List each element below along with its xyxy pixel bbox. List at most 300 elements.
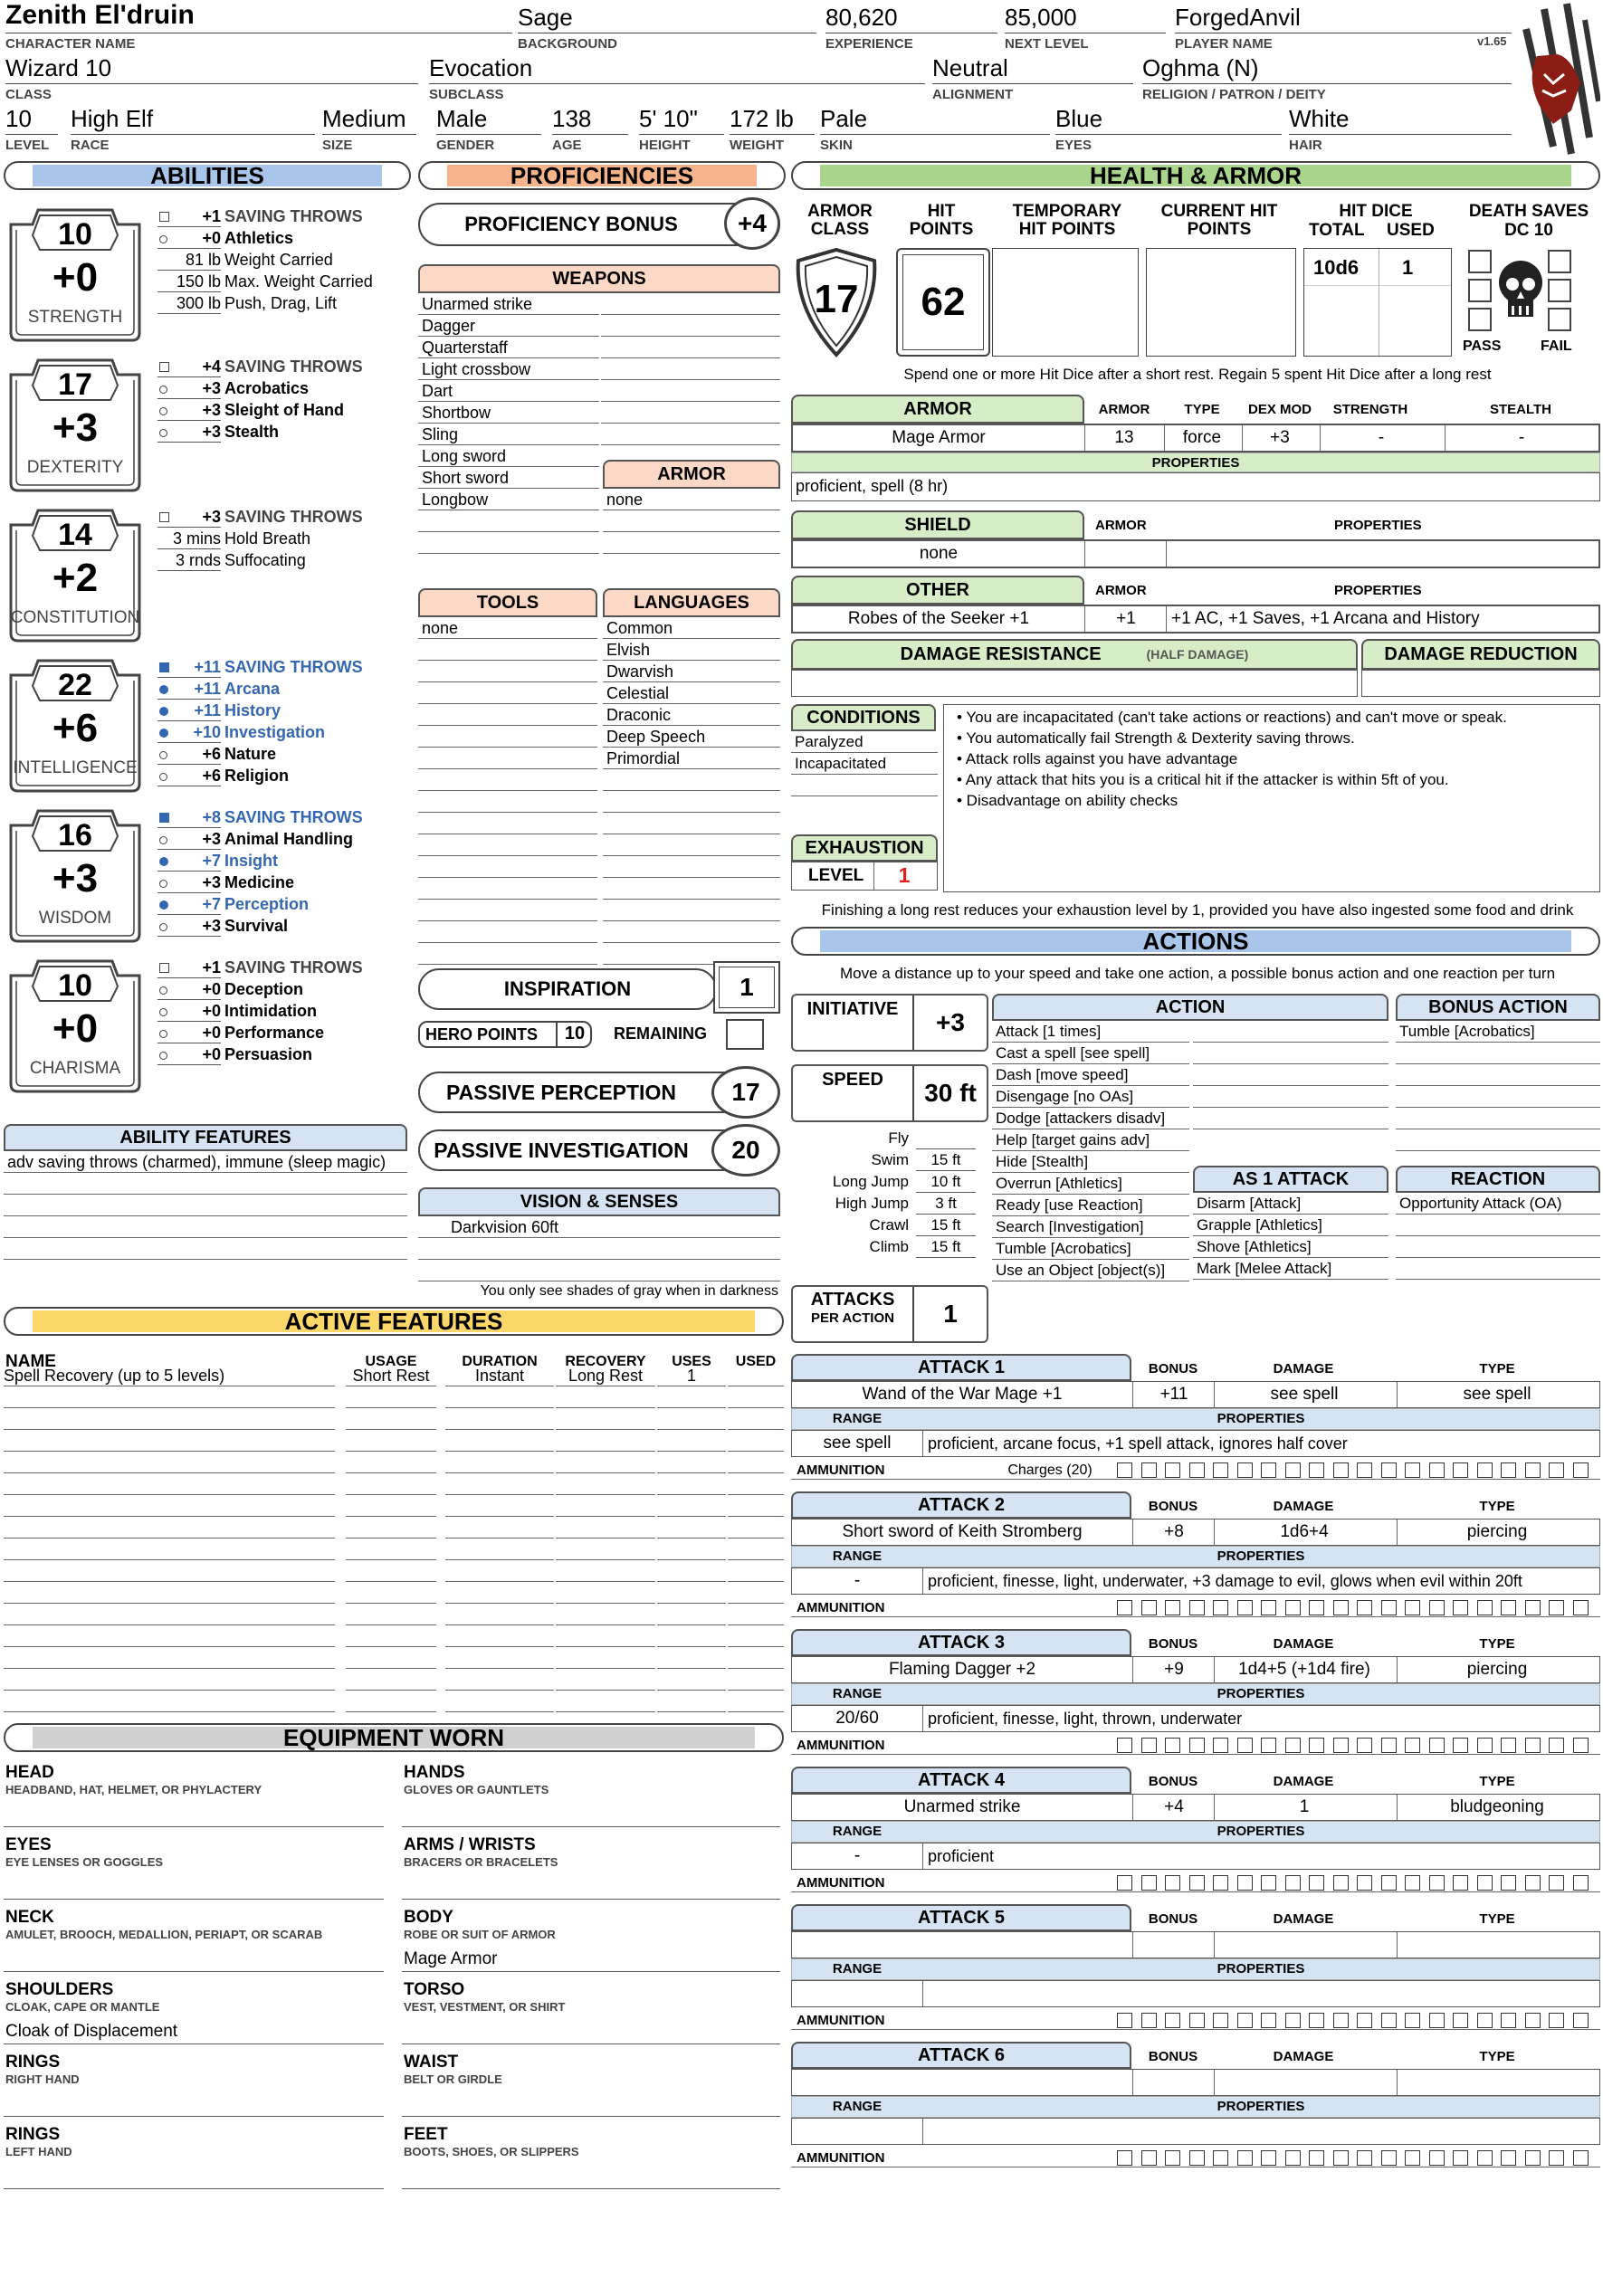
ammo-checkbox[interactable] [1525, 1875, 1541, 1891]
active-feature-row[interactable] [4, 1365, 784, 1386]
ammo-checkbox[interactable] [1261, 2150, 1276, 2166]
ammo-checkbox[interactable] [1405, 1462, 1420, 1478]
ammo-checkbox[interactable] [1381, 1875, 1397, 1891]
equipment-slot-neck[interactable] [4, 1906, 384, 1978]
ability-line-label[interactable]: Deception [224, 980, 304, 998]
ammo-checkbox[interactable] [1117, 1462, 1132, 1478]
armor-properties[interactable]: proficient, spell (8 hr) [791, 472, 1600, 501]
ability-line-label[interactable]: SAVING THROWS [224, 958, 363, 977]
ammo-checkbox[interactable] [1573, 1738, 1589, 1753]
equipment-slot-hands[interactable] [402, 1761, 784, 1834]
weapon-item[interactable]: Sling [418, 424, 599, 445]
ability-score[interactable]: 10 [58, 217, 92, 252]
tool-empty[interactable] [418, 748, 597, 769]
as1-attack-item[interactable]: Mark [Melee Attack] [1193, 1258, 1388, 1280]
ammo-checkbox[interactable] [1213, 1738, 1228, 1753]
tool-empty[interactable] [418, 639, 597, 661]
bonus-action-item-empty[interactable] [1396, 1129, 1600, 1151]
weapon-item[interactable]: Light crossbow [418, 358, 599, 380]
active-feature-row[interactable] [4, 1691, 784, 1712]
ammo-checkbox[interactable] [1333, 2013, 1349, 2028]
ammo-checkbox[interactable] [1381, 1738, 1397, 1753]
ammo-checkbox[interactable] [1141, 2150, 1157, 2166]
ammo-checkbox[interactable] [1285, 1462, 1301, 1478]
ammo-checkbox[interactable] [1213, 2013, 1228, 2028]
ammo-checkbox[interactable] [1501, 2013, 1516, 2028]
action-item[interactable]: Dash [move speed] [992, 1064, 1189, 1086]
action-item[interactable]: Disengage [no OAs] [992, 1086, 1189, 1108]
ammo-checkbox[interactable] [1429, 1462, 1445, 1478]
ammo-checkbox[interactable] [1381, 2013, 1397, 2028]
ammo-checkbox[interactable] [1453, 1738, 1468, 1753]
ammo-checkbox[interactable] [1261, 1600, 1276, 1615]
alignment-value[interactable]: Neutral [932, 54, 1008, 81]
ammo-checkbox[interactable] [1117, 2150, 1132, 2166]
attack-row[interactable] [791, 1381, 1600, 1408]
action-item[interactable]: Overrun [Athletics] [992, 1173, 1189, 1195]
ability-line-label[interactable]: Religion [224, 767, 289, 785]
ammo-checkbox[interactable] [1189, 2150, 1205, 2166]
ammo-checkbox[interactable] [1549, 1462, 1564, 1478]
tool-item[interactable]: none [418, 617, 597, 639]
ammo-checkbox[interactable] [1213, 1600, 1228, 1615]
ability-line-label[interactable]: Animal Handling [224, 830, 354, 848]
ammo-checkbox[interactable] [1261, 1875, 1276, 1891]
language-item[interactable]: Celestial [603, 682, 780, 704]
subclass-value[interactable]: Evocation [429, 54, 533, 81]
size-value[interactable]: Medium [322, 105, 406, 132]
gender-value[interactable]: Male [436, 105, 488, 132]
active-feature-row[interactable] [4, 1669, 784, 1691]
attack-row[interactable] [791, 1794, 1600, 1821]
ammo-checkbox[interactable] [1333, 1738, 1349, 1753]
ammo-checkbox[interactable] [1117, 1600, 1132, 1615]
active-feature-row[interactable] [4, 1430, 784, 1452]
damage-resistance-box[interactable] [791, 670, 1358, 697]
attack-props-row[interactable] [791, 1980, 1600, 2007]
active-feature-row[interactable] [4, 1452, 784, 1473]
ability-score[interactable]: 22 [58, 668, 92, 702]
equipment-slot-shoulders[interactable] [4, 1978, 384, 2051]
equipment-slot-rings[interactable] [4, 2051, 384, 2123]
age-value[interactable]: 138 [552, 105, 592, 132]
active-feature-row[interactable] [4, 1408, 784, 1430]
ammo-checkbox[interactable] [1285, 2150, 1301, 2166]
language-empty[interactable] [603, 813, 780, 834]
reaction-item[interactable]: Opportunity Attack (OA) [1396, 1193, 1600, 1215]
ammo-checkbox[interactable] [1237, 1462, 1253, 1478]
language-empty[interactable] [603, 791, 780, 813]
ammo-checkbox[interactable] [1189, 1600, 1205, 1615]
death-fail-3[interactable] [1548, 308, 1571, 331]
ammo-checkbox[interactable] [1549, 2013, 1564, 2028]
movement-value[interactable]: 15 ft [916, 1236, 976, 1258]
ammo-checkbox[interactable] [1213, 1875, 1228, 1891]
language-empty[interactable] [603, 856, 780, 878]
ammo-checkbox[interactable] [1333, 1600, 1349, 1615]
skin-value[interactable]: Pale [820, 105, 868, 132]
tool-empty[interactable] [418, 900, 597, 921]
active-feature-row[interactable] [4, 1539, 784, 1560]
as1-attack-item[interactable]: Disarm [Attack] [1193, 1193, 1388, 1215]
active-feature-row[interactable] [4, 1517, 784, 1539]
bonus-action-item-empty[interactable] [1396, 1086, 1600, 1108]
attack-props-row[interactable] [791, 1567, 1600, 1595]
attack-row[interactable] [791, 1519, 1600, 1546]
ability-score[interactable]: 17 [58, 367, 92, 402]
tool-empty[interactable] [418, 921, 597, 943]
ammo-checkbox[interactable] [1309, 2150, 1324, 2166]
tool-empty[interactable] [418, 878, 597, 900]
ammo-checkbox[interactable] [1477, 1462, 1493, 1478]
attack-row[interactable] [791, 2069, 1600, 2096]
ammo-checkbox[interactable] [1381, 2150, 1397, 2166]
background-value[interactable]: Sage [518, 4, 573, 31]
height-value[interactable]: 5' 10" [639, 105, 698, 132]
ammo-checkbox[interactable] [1261, 1462, 1276, 1478]
ammo-checkbox[interactable] [1189, 1875, 1205, 1891]
tool-empty[interactable] [418, 834, 597, 856]
action-item[interactable]: Attack [1 times] [992, 1021, 1189, 1043]
equipment-slot-feet[interactable] [402, 2123, 784, 2196]
ability-line-label[interactable]: Investigation [224, 723, 326, 741]
equipment-slot-eyes[interactable] [4, 1834, 384, 1906]
attack-props-row[interactable] [791, 1705, 1600, 1732]
shield-row[interactable] [791, 539, 1600, 568]
character-name[interactable]: Zenith El'druin [5, 0, 195, 30]
equipment-slot-body[interactable] [402, 1906, 784, 1978]
ammo-checkbox[interactable] [1189, 1462, 1205, 1478]
tool-empty[interactable] [418, 661, 597, 682]
ability-line-label[interactable]: Nature [224, 745, 277, 763]
armor-prof-value[interactable]: none [603, 489, 780, 510]
ammo-checkbox[interactable] [1429, 1738, 1445, 1753]
ability-line-label[interactable]: Persuasion [224, 1045, 313, 1063]
ammo-checkbox[interactable] [1429, 1600, 1445, 1615]
language-empty[interactable] [603, 769, 780, 791]
equipment-slot-head[interactable] [4, 1761, 384, 1834]
weight-value[interactable]: 172 lb [730, 105, 794, 132]
race-value[interactable]: High Elf [71, 105, 154, 132]
ammo-checkbox[interactable] [1405, 1875, 1420, 1891]
ability-line-label[interactable]: SAVING THROWS [224, 207, 363, 225]
action-item[interactable]: Dodge [attackers disadv] [992, 1108, 1189, 1129]
inspiration-value[interactable]: 1 [713, 961, 780, 1014]
ammo-checkbox[interactable] [1357, 2013, 1372, 2028]
ammo-checkbox[interactable] [1117, 1738, 1132, 1753]
class-value[interactable]: Wizard 10 [5, 54, 112, 81]
bonus-action-item-empty[interactable] [1396, 1064, 1600, 1086]
death-pass-2[interactable] [1468, 279, 1492, 302]
remaining-box[interactable] [726, 1019, 764, 1050]
ammo-checkbox[interactable] [1333, 2150, 1349, 2166]
ammo-checkbox[interactable] [1333, 1875, 1349, 1891]
death-pass-3[interactable] [1468, 308, 1492, 331]
ammo-checkbox[interactable] [1477, 1600, 1493, 1615]
ammo-checkbox[interactable] [1357, 1600, 1372, 1615]
attack-props-row[interactable] [791, 2118, 1600, 2145]
experience-value[interactable]: 80,620 [825, 4, 898, 31]
ammo-checkbox[interactable] [1573, 2013, 1589, 2028]
ammo-checkbox[interactable] [1309, 1462, 1324, 1478]
ammo-checkbox[interactable] [1477, 1875, 1493, 1891]
ammo-checkbox[interactable] [1165, 1462, 1180, 1478]
ammo-checkbox[interactable] [1309, 1738, 1324, 1753]
movement-value[interactable]: 15 ft [916, 1215, 976, 1236]
weapon-item[interactable]: Quarterstaff [418, 337, 599, 358]
ammo-checkbox[interactable] [1477, 1738, 1493, 1753]
hero-points-value[interactable]: 10 [556, 1021, 592, 1048]
weapon-item[interactable]: Short sword [418, 467, 599, 489]
hair-value[interactable]: White [1289, 105, 1350, 132]
ammo-checkbox[interactable] [1453, 1875, 1468, 1891]
reaction-item-empty[interactable] [1396, 1236, 1600, 1258]
active-feature-row[interactable] [4, 1473, 784, 1495]
ammo-checkbox[interactable] [1429, 1875, 1445, 1891]
ability-line-label[interactable]: Arcana [224, 680, 281, 698]
tool-empty[interactable] [418, 704, 597, 726]
action-item[interactable]: Search [Investigation] [992, 1216, 1189, 1238]
damage-reduction-box[interactable] [1361, 670, 1600, 697]
ammo-checkbox[interactable] [1573, 1462, 1589, 1478]
ammo-checkbox[interactable] [1141, 1738, 1157, 1753]
condition-empty[interactable] [791, 775, 938, 796]
action-item[interactable]: Cast a spell [see spell] [992, 1043, 1189, 1064]
tool-empty[interactable] [418, 791, 597, 813]
religion-value[interactable]: Oghma (N) [1142, 54, 1259, 81]
action-item[interactable]: Ready [use Reaction] [992, 1195, 1189, 1216]
attack-row[interactable] [791, 1931, 1600, 1958]
attack-props-row[interactable] [791, 1843, 1600, 1870]
current-hp-box[interactable] [1146, 248, 1296, 357]
ammo-checkbox[interactable] [1261, 1738, 1276, 1753]
action-item[interactable]: Hide [Stealth] [992, 1151, 1189, 1173]
ammo-checkbox[interactable] [1525, 1600, 1541, 1615]
ammo-checkbox[interactable] [1501, 2150, 1516, 2166]
ammo-checkbox[interactable] [1405, 2150, 1420, 2166]
death-fail-1[interactable] [1548, 250, 1571, 273]
weapon-item[interactable]: Shortbow [418, 402, 599, 424]
ammo-checkbox[interactable] [1165, 2150, 1180, 2166]
player-name-value[interactable]: ForgedAnvil [1175, 4, 1301, 31]
ability-line-label[interactable]: Athletics [224, 229, 294, 247]
ammo-checkbox[interactable] [1381, 1600, 1397, 1615]
ammo-checkbox[interactable] [1285, 1875, 1301, 1891]
level-value[interactable]: 10 [5, 105, 32, 132]
weapon-item[interactable]: Dart [418, 380, 599, 402]
movement-value[interactable] [916, 1128, 976, 1149]
ammo-checkbox[interactable] [1573, 1875, 1589, 1891]
ability-line-label[interactable]: SAVING THROWS [224, 658, 363, 676]
ability-score[interactable]: 14 [58, 518, 92, 552]
active-feature-row[interactable] [4, 1495, 784, 1517]
ammo-checkbox[interactable] [1189, 1738, 1205, 1753]
ammo-checkbox[interactable] [1405, 1738, 1420, 1753]
condition-item[interactable]: Incapacitated [791, 753, 938, 775]
death-fail-2[interactable] [1548, 279, 1571, 302]
action-item[interactable]: Help [target gains adv] [992, 1129, 1189, 1151]
bonus-action-item-empty[interactable] [1396, 1043, 1600, 1064]
as1-attack-item[interactable]: Grapple [Athletics] [1193, 1215, 1388, 1236]
ability-line-label[interactable]: Intimidation [224, 1002, 317, 1020]
ammo-checkbox[interactable] [1357, 1875, 1372, 1891]
language-item[interactable]: Common [603, 617, 780, 639]
ammo-checkbox[interactable] [1117, 2013, 1132, 2028]
language-empty[interactable] [603, 900, 780, 921]
ammo-checkbox[interactable] [1213, 1462, 1228, 1478]
ammo-checkbox[interactable] [1165, 1875, 1180, 1891]
speed-value[interactable]: 30 ft [924, 1079, 977, 1107]
language-empty[interactable] [603, 921, 780, 943]
movement-value[interactable]: 3 ft [916, 1193, 976, 1215]
attack-row[interactable] [791, 1656, 1600, 1683]
weapon-item[interactable]: Long sword [418, 445, 599, 467]
other-row[interactable] [791, 605, 1600, 634]
ammo-checkbox[interactable] [1165, 1600, 1180, 1615]
ammo-checkbox[interactable] [1381, 1462, 1397, 1478]
ammo-checkbox[interactable] [1141, 1600, 1157, 1615]
vision-value[interactable]: Darkvision 60ft [418, 1216, 780, 1238]
ability-line-label[interactable]: Stealth [224, 423, 280, 441]
weapon-item[interactable]: Longbow [418, 489, 599, 510]
active-feature-row[interactable] [4, 1560, 784, 1582]
ammo-checkbox[interactable] [1213, 2150, 1228, 2166]
ammo-checkbox[interactable] [1477, 2013, 1493, 2028]
tool-empty[interactable] [418, 813, 597, 834]
ability-line-label[interactable]: SAVING THROWS [224, 808, 363, 826]
ability-line-label[interactable]: Performance [224, 1024, 325, 1042]
condition-item[interactable]: Paralyzed [791, 731, 938, 753]
ability-line-label[interactable]: Sleight of Hand [224, 401, 344, 419]
as1-attack-item[interactable]: Shove [Athletics] [1193, 1236, 1388, 1258]
equipment-slot-waist[interactable] [402, 2051, 784, 2123]
language-item[interactable]: Dwarvish [603, 661, 780, 682]
ammo-checkbox[interactable] [1477, 2150, 1493, 2166]
ammo-checkbox[interactable] [1549, 1738, 1564, 1753]
ammo-checkbox[interactable] [1165, 2013, 1180, 2028]
equipment-slot-arms-wrists[interactable] [402, 1834, 784, 1906]
active-feature-row[interactable] [4, 1582, 784, 1604]
ammo-checkbox[interactable] [1141, 1462, 1157, 1478]
action-item[interactable]: Use an Object [object(s)] [992, 1260, 1189, 1281]
ammo-checkbox[interactable] [1357, 1462, 1372, 1478]
movement-value[interactable]: 15 ft [916, 1149, 976, 1171]
ability-line-label[interactable]: History [224, 701, 281, 719]
ability-line-label[interactable]: SAVING THROWS [224, 357, 363, 376]
ammo-checkbox[interactable] [1429, 2013, 1445, 2028]
hit-dice-total[interactable]: 10d6 [1313, 256, 1360, 279]
ammo-checkbox[interactable] [1309, 1875, 1324, 1891]
initiative-value[interactable]: +3 [936, 1008, 965, 1036]
tool-empty[interactable] [418, 943, 597, 965]
equipment-slot-rings[interactable] [4, 2123, 384, 2196]
language-empty[interactable] [603, 834, 780, 856]
ability-line-label[interactable]: SAVING THROWS [224, 508, 363, 526]
exhaustion-row[interactable] [791, 862, 938, 891]
ability-score[interactable]: 10 [58, 968, 92, 1003]
ammo-checkbox[interactable] [1165, 1738, 1180, 1753]
ammo-checkbox[interactable] [1453, 1600, 1468, 1615]
tool-empty[interactable] [418, 726, 597, 748]
equipment-slot-torso[interactable] [402, 1978, 784, 2051]
death-pass-1[interactable] [1468, 250, 1492, 273]
weapon-item[interactable]: Unarmed strike [418, 293, 599, 315]
ammo-checkbox[interactable] [1141, 2013, 1157, 2028]
ability-line-label[interactable]: Survival [224, 917, 289, 935]
ammo-checkbox[interactable] [1189, 2013, 1205, 2028]
language-item[interactable]: Deep Speech [603, 726, 780, 748]
ammo-checkbox[interactable] [1549, 1875, 1564, 1891]
ammo-checkbox[interactable] [1141, 1875, 1157, 1891]
ammo-checkbox[interactable] [1573, 2150, 1589, 2166]
ammo-checkbox[interactable] [1453, 2150, 1468, 2166]
ability-line-label[interactable]: Acrobatics [224, 379, 310, 397]
ability-line-label[interactable]: Medicine [224, 873, 295, 891]
ammo-checkbox[interactable] [1357, 2150, 1372, 2166]
tool-empty[interactable] [418, 769, 597, 791]
ammo-checkbox[interactable] [1453, 1462, 1468, 1478]
ammo-checkbox[interactable] [1309, 2013, 1324, 2028]
ability-line-label[interactable]: Perception [224, 895, 310, 913]
ammo-checkbox[interactable] [1453, 2013, 1468, 2028]
language-item[interactable]: Elvish [603, 639, 780, 661]
hit-dice-used[interactable]: 1 [1402, 256, 1414, 279]
ability-feature-row[interactable]: adv saving throws (charmed), immune (sleep magic) [4, 1151, 407, 1173]
ammo-checkbox[interactable] [1525, 1738, 1541, 1753]
action-item[interactable]: Tumble [Acrobatics] [992, 1238, 1189, 1260]
active-feature-row[interactable] [4, 1604, 784, 1625]
ammo-checkbox[interactable] [1501, 1462, 1516, 1478]
eyes-value[interactable]: Blue [1055, 105, 1103, 132]
temp-hp-box[interactable] [992, 248, 1139, 357]
active-feature-row[interactable] [4, 1386, 784, 1408]
ammo-checkbox[interactable] [1501, 1738, 1516, 1753]
bonus-action-item[interactable]: Tumble [Acrobatics] [1396, 1021, 1600, 1043]
active-feature-row[interactable] [4, 1625, 784, 1647]
ammo-checkbox[interactable] [1237, 2013, 1253, 2028]
ammo-checkbox[interactable] [1237, 2150, 1253, 2166]
attack-props-row[interactable] [791, 1430, 1600, 1457]
ammo-checkbox[interactable] [1405, 2013, 1420, 2028]
ability-score[interactable]: 16 [58, 818, 92, 853]
bonus-action-item-empty[interactable] [1396, 1108, 1600, 1129]
active-feature-row[interactable] [4, 1647, 784, 1669]
ammo-checkbox[interactable] [1237, 1738, 1253, 1753]
ammo-checkbox[interactable] [1357, 1738, 1372, 1753]
ammo-checkbox[interactable] [1237, 1600, 1253, 1615]
ammo-checkbox[interactable] [1525, 2150, 1541, 2166]
armor-row[interactable] [791, 424, 1600, 453]
ammo-checkbox[interactable] [1309, 1600, 1324, 1615]
tool-empty[interactable] [418, 856, 597, 878]
ammo-checkbox[interactable] [1285, 2013, 1301, 2028]
ammo-checkbox[interactable] [1549, 2150, 1564, 2166]
ammo-checkbox[interactable] [1501, 1875, 1516, 1891]
language-item[interactable]: Primordial [603, 748, 780, 769]
ammo-checkbox[interactable] [1237, 1875, 1253, 1891]
ammo-checkbox[interactable] [1117, 1875, 1132, 1891]
ammo-checkbox[interactable] [1525, 1462, 1541, 1478]
ammo-checkbox[interactable] [1501, 1600, 1516, 1615]
ability-line-label[interactable]: Insight [224, 852, 278, 870]
movement-value[interactable]: 10 ft [916, 1171, 976, 1193]
hit-points-value[interactable]: 62 [896, 248, 990, 357]
ammo-checkbox[interactable] [1549, 1600, 1564, 1615]
ammo-checkbox[interactable] [1429, 2150, 1445, 2166]
ammo-checkbox[interactable] [1285, 1738, 1301, 1753]
ammo-checkbox[interactable] [1405, 1600, 1420, 1615]
ammo-checkbox[interactable] [1525, 2013, 1541, 2028]
